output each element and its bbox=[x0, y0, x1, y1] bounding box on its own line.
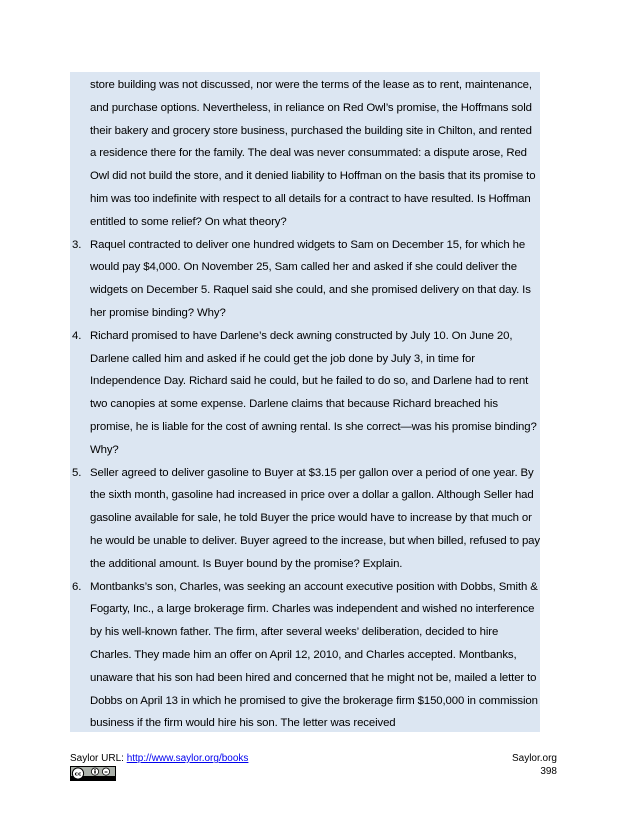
document-body bbox=[70, 74, 540, 735]
question-text: Richard promised to have Darlene’s deck awning constructed by July 10. On June 20, Darlene called him and asked if he could get the job done by July 3, in time for Independence Day. Richard said he could, but he failed to do so, and Darlene had to rent two canopies at some expense. Darlene claims that because Richard breached his promise, he is liable for the cost of awning rental. Is she correct—was his promise binding? Why? bbox=[90, 329, 537, 456]
question-text: Montbanks’s son, Charles, was seeking an account executive position with Dobbs, Smith & Fogarty, Inc., a large brokerage firm. Charles was independent and wished no interference by his well-known father. The firm, after several weeks’ deliberation, decided to hire Charles. They made him an offer on April 12, 2010, and Charles accepted. Montbanks, unaware that his son had been hired and concerned that he might not be, mailed a letter to Dobbs on April 13 in which he promised to give the brokerage firm $150,000 in commission business if the firm would hire his son. The letter was received bbox=[90, 580, 538, 730]
page-number: 398 bbox=[540, 766, 557, 777]
question-number: 3. bbox=[72, 238, 82, 251]
footer-url-label: Saylor URL: bbox=[70, 753, 127, 764]
footer-site: Saylor.org bbox=[511, 753, 557, 764]
continuation-paragraph: store building was not discussed, nor were the terms of the lease as to rent, maintenance, and purchase options. Nevertheless, in reliance on Red Owl’s promise, the Hoffmans sold their bakery and grocery store business, purchased the building site in Chilton, and rented a residence there for the family. The deal was never consummated: a dispute arose, Red Owl did not build the store, and it denied liability to Hoffman on the basis that its promise to him was too indefinite with respect to all details for a contract to have resulted. Is Hoffman entitled to some relief? On what theory? bbox=[90, 79, 536, 228]
question-item bbox=[70, 462, 540, 576]
footer-url-link[interactable]: http://www.saylor.org/books bbox=[126, 753, 249, 764]
question-text: Raquel contracted to deliver one hundred widgets to Sam on December 15, for which he would pay $4,000. On November 25, Sam called her and asked if she could deliver the widgets on December 5. Raquel said she could, and she promised delivery on that day. Is her promise binding? Why? bbox=[90, 238, 531, 319]
question-number: 4. bbox=[72, 329, 82, 342]
question-number: 6. bbox=[72, 580, 82, 593]
question-number: 5. bbox=[72, 466, 82, 479]
question-item bbox=[70, 576, 540, 736]
svg-text:=: = bbox=[104, 770, 108, 776]
question-text: Seller agreed to deliver gasoline to Buyer at $3.15 per gallon over a period of one year. By the sixth month, gasoline had increased in price over a dollar a gallon. Although Seller had gasoline available for sale, he told Buyer the price would have to increase by that much or he would be unable to deliver. Buyer agreed to the increase, but when billed, refused to pay the additional amount. Is Buyer bound by the promise? Explain. bbox=[90, 466, 540, 570]
footer-source bbox=[70, 752, 248, 765]
question-list bbox=[70, 234, 540, 736]
question-item bbox=[70, 325, 540, 462]
footer-publisher bbox=[512, 752, 557, 778]
svg-text:cc: cc bbox=[74, 771, 82, 778]
question-item bbox=[70, 234, 540, 325]
cc-by-license-icon[interactable] bbox=[70, 766, 116, 781]
